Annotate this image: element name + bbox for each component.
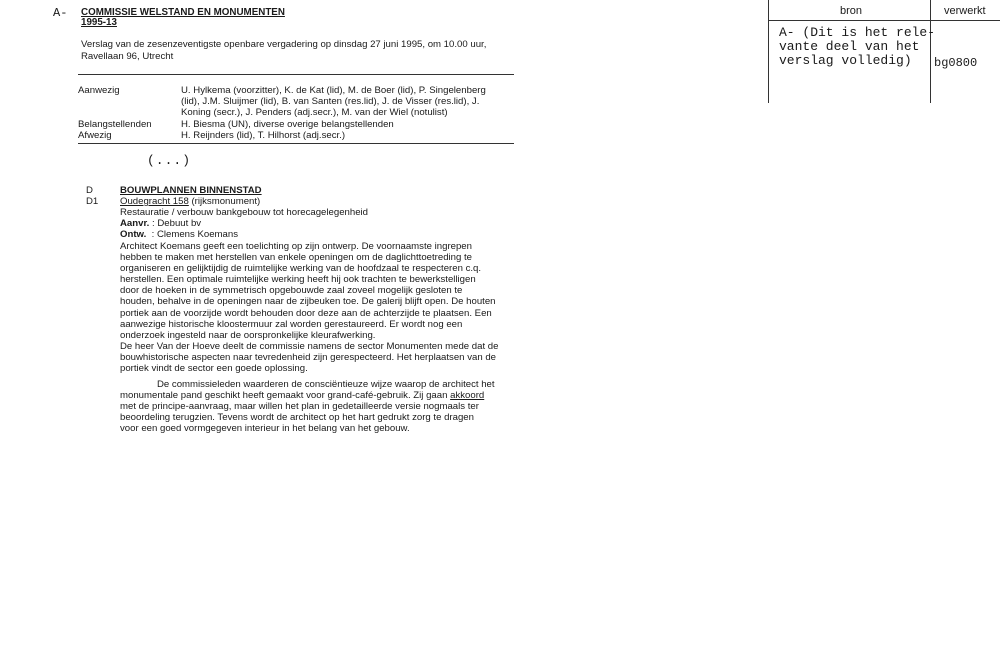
body-line: met de principe-aanvraag, maar willen het plan in gedetailleerde versie nogmaals ter [120, 401, 479, 412]
body-line-text: monumentale pand geschikt heeft gemaakt voor grand-café-gebruik. Zij gaan [120, 390, 451, 401]
meeting-description: Verslag van de zesenzeventigste openbare vergadering op dinsdag 27 juni 1995, om 10.00 uur, [81, 39, 487, 50]
akkoord-word: akkoord [450, 390, 485, 401]
body-line: De commissieleden waarderen de consciëntieuze wijze waarop de architect het [157, 379, 495, 390]
aanvr-label: Aanvr. [120, 218, 150, 229]
body-line: aanwezige historische kloostermuur zal worden gerestaureerd. Er wordt nog een [120, 319, 463, 330]
body-line: door de hoeken in de symmetrisch opgebouwde zaal zoveel mogelijk gesloten te [120, 285, 463, 296]
aanwezig-line: (lid), J.M. Sluijmer (lid), B. van Santen (res.lid), J. de Visser (res.lid), J. [181, 96, 480, 107]
body-line [120, 391, 484, 402]
belangstellenden-value: H. Biesma (UN), diverse overige belangstellenden [181, 119, 394, 130]
item-subject: Restauratie / verbouw bankgebouw tot horecagelegenheid [120, 207, 369, 218]
designer-row [120, 230, 238, 241]
body-line: portiek vindt de sector een goede oplossing. [120, 363, 308, 374]
body-line: voor een goed vormgegeven interieur in het belang van het gebouw. [120, 423, 410, 434]
body-line: portiek aan de voorzijde wordt behouden door deze aan de achterzijde te plaatsen. Een [120, 308, 492, 319]
source-box-col-bron: bron [840, 5, 863, 17]
divider-bottom [78, 143, 514, 144]
source-box-note: A- (Dit is het rele- vante deel van het verslag volledig) [779, 25, 936, 68]
belangstellenden-label: Belangstellenden [78, 119, 152, 130]
item-address-note: (rijksmonument) [188, 196, 261, 207]
item-code: D1 [86, 196, 99, 207]
body-line: hebben te maken met herstellen van enkele openingen om de daglichttoetreding te [120, 252, 473, 263]
section-code: D [86, 185, 93, 196]
ontw-value: : Clemens Koemans [146, 229, 239, 240]
aanwezig-line: U. Hylkema (voorzitter), K. de Kat (lid), M. de Boer (lid), P. Singelenberg [181, 85, 486, 96]
body-line: De heer Van der Hoeve deelt de commissie namens de sector Monumenten mede dat de [120, 341, 499, 352]
section-marker: A- [53, 6, 68, 20]
document-title: COMMISSIE WELSTAND EN MONUMENTEN [81, 7, 285, 18]
body-line: beoordeling terugzien. Tevens wordt de architect op het hart gedrukt zorg te dragen [120, 412, 474, 423]
source-box-code: bg0800 [934, 56, 978, 70]
document-number: 1995-13 [81, 17, 117, 28]
item-address: Oudegracht 158 [120, 196, 189, 207]
aanwezig-label: Aanwezig [78, 85, 120, 96]
body-line: onderzoek ingesteld naar de oorspronkelijke kleurafwerking. [120, 330, 376, 341]
body-line: Architect Koemans geeft een toelichting op zijn ontwerp. De voornaamste ingrepen [120, 241, 472, 252]
source-box-header-rule [768, 20, 1000, 21]
afwezig-label: Afwezig [78, 130, 112, 141]
section-title: BOUWPLANNEN BINNENSTAD [120, 185, 262, 196]
item-heading [120, 197, 260, 208]
aanwezig-line: Koning (secr.), J. Penders (adj.secr.), M. van der Wiel (notulist) [181, 107, 448, 118]
body-line: herstellen. Een optimale ruimtelijke werking heeft hij ook trachten te bewerkstelligen [120, 274, 476, 285]
meeting-location: Ravellaan 96, Utrecht [81, 51, 174, 62]
divider-top [78, 74, 514, 75]
source-box-col-verwerkt: verwerkt [944, 5, 986, 17]
aanvr-value: : Debuut bv [149, 218, 202, 229]
ontw-label: Ontw. [120, 229, 147, 240]
body-line: houden, behalve in de openingen naar de zijbeuken toe. De galerij blijft open. De houten [120, 296, 496, 307]
body-line: bouwhistorische aspecten naar tevredenheid zijn gerespecteerd. Het herplaatsen van de [120, 352, 496, 363]
body-line: organiseren en gelijktijdig de ruimtelijke werking van de hoofdzaal te respecteren c.q. [120, 263, 482, 274]
omission-ellipsis: (...) [147, 153, 192, 168]
afwezig-value: H. Reijnders (lid), T. Hilhorst (adj.secr.) [181, 130, 346, 141]
applicant-row [120, 219, 201, 230]
